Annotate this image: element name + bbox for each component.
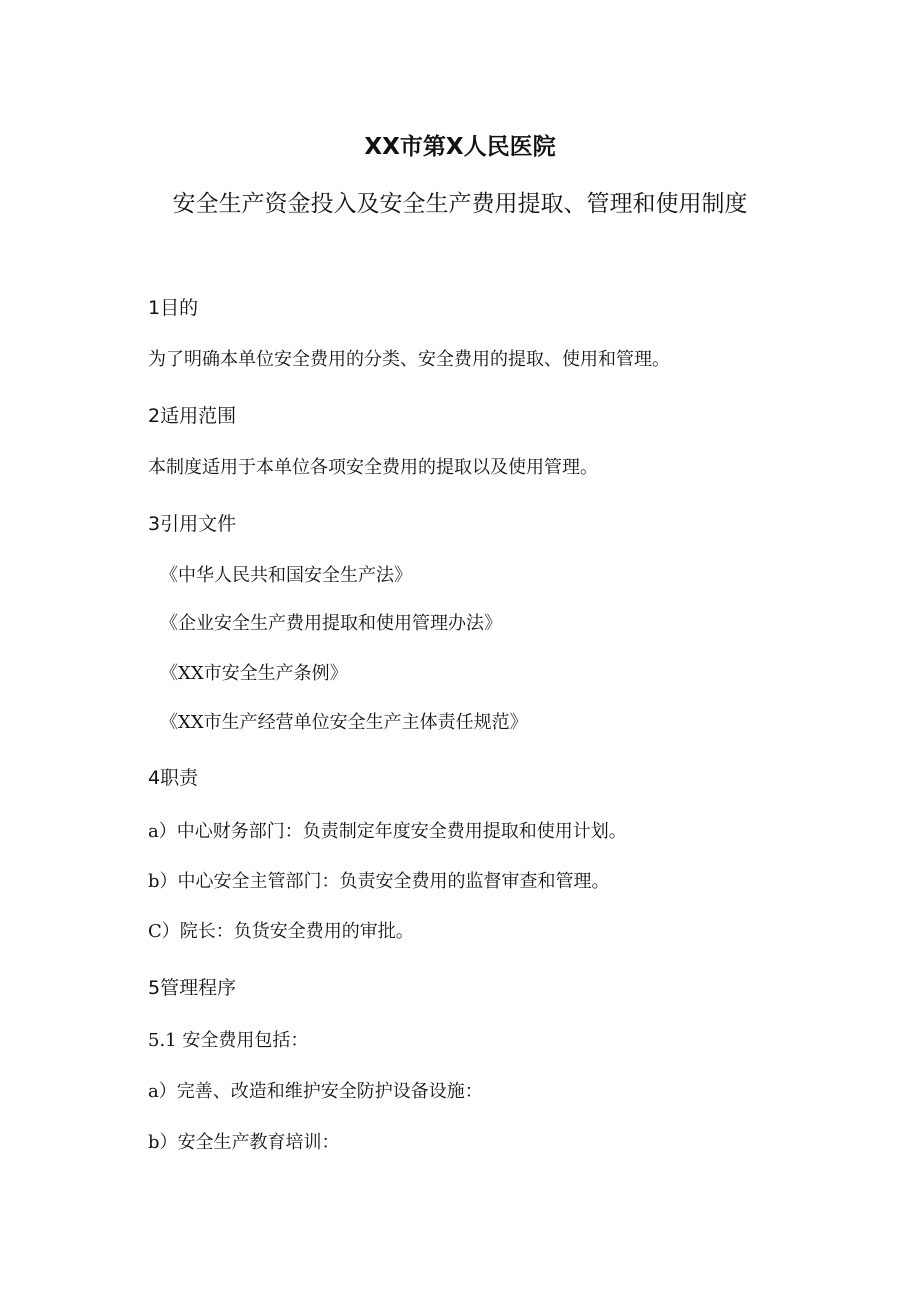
document-title: XX市第X人民医院 xyxy=(364,134,556,160)
section-5-heading: 5管理程序 xyxy=(148,977,237,999)
responsibility-item: a）中心财务部门：负责制定年度安全费用提取和使用计划。 xyxy=(148,821,627,842)
section-1-text: 为了明确本单位安全费用的分类、安全费用的提取、使用和管理。 xyxy=(148,349,670,370)
section-1-heading: 1目的 xyxy=(148,297,199,319)
section-2-text: 本制度适用于本单位各项安全费用的提取以及使用管理。 xyxy=(148,457,598,478)
list-item: b）安全生产教育培训： xyxy=(148,1132,340,1153)
reference-item: 《XX市安全生产条例》 xyxy=(160,663,348,684)
document-subtitle: 安全生产资金投入及安全生产费用提取、管理和使用制度 xyxy=(172,191,748,217)
responsibility-item: C）院长：负货安全费用的审批。 xyxy=(148,921,414,942)
section-5-1-text: 5.1 安全费用包括： xyxy=(148,1030,309,1051)
responsibility-item: b）中心安全主管部门：负责安全费用的监督审查和管理。 xyxy=(148,871,610,892)
list-item: a）完善、改造和维护安全防护设备设施： xyxy=(148,1081,483,1102)
reference-item: 《企业安全生产费用提取和使用管理办法》 xyxy=(160,613,502,634)
reference-item: 《中华人民共和国安全生产法》 xyxy=(160,565,412,586)
reference-item: 《XX市生产经营单位安全生产主体责任规范》 xyxy=(160,712,528,733)
section-2-heading: 2适用范围 xyxy=(148,405,237,427)
section-4-heading: 4职责 xyxy=(148,767,199,789)
section-3-heading: 3引用文件 xyxy=(148,513,237,535)
